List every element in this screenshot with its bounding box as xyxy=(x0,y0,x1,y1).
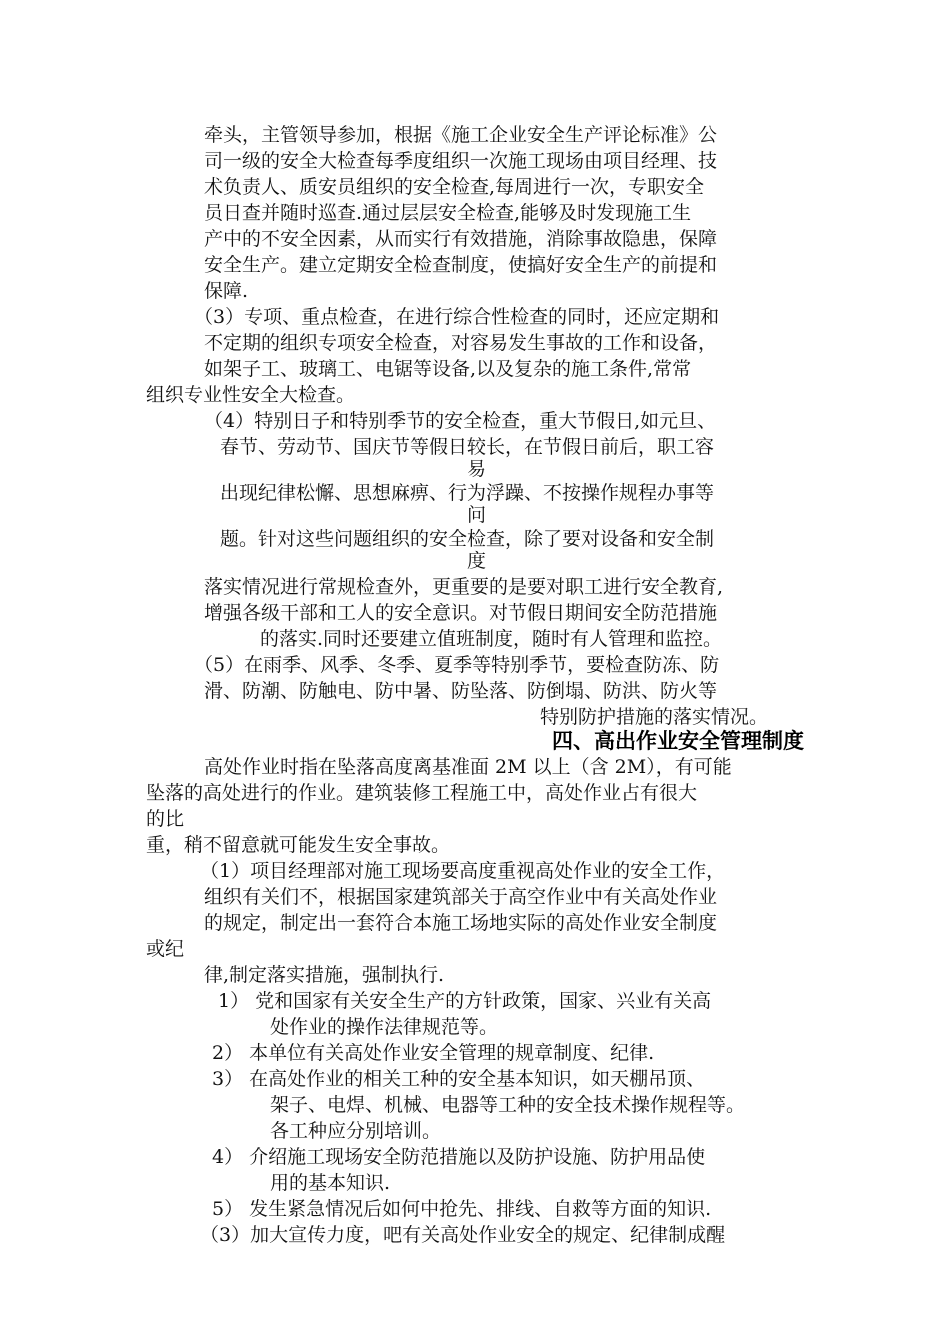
paragraph-line: 不定期的组织专项安全检查，对容易发生事故的工作和设备， xyxy=(204,332,718,354)
paragraph-line: 问 xyxy=(467,504,487,526)
paragraph-line: 的规定，制定出一套符合本施工场地实际的高处作业安全制度 xyxy=(204,912,718,934)
paragraph-line: 司一级的安全大检查每季度组织一次施工现场由项目经理、技 xyxy=(204,150,718,172)
paragraph-line: （3）专项、重点检查，在进行综合性检查的同时，还应定期和 xyxy=(194,306,720,328)
paragraph-line: 如架子工、玻璃工、电锯等设备,以及复杂的施工条件,常常 xyxy=(204,358,692,380)
paragraph-line: 保障. xyxy=(204,280,249,302)
paragraph-line: 落实情况进行常规检查外，更重要的是要对职工进行安全教育, xyxy=(204,576,724,598)
paragraph-line: 术负责人、质安员组织的安全检查,每周进行一次，专职安全 xyxy=(204,176,705,198)
paragraph-line: （4）特别日子和特别季节的安全检查，重大节假日,如元旦、 xyxy=(204,410,717,432)
list-item: 5） 发生紧急情况后如何中抢先、排线、自救等方面的知识. xyxy=(212,1198,712,1220)
list-item: 1） 党和国家有关安全生产的方针政策，国家、兴业有关高 xyxy=(218,990,712,1012)
paragraph-line: 度 xyxy=(467,550,487,572)
paragraph-line: 题。针对这些问题组织的安全检查，除了要对设备和安全制 xyxy=(220,528,715,550)
paragraph-line: 易 xyxy=(467,458,487,480)
list-item: 各工种应分别培训。 xyxy=(270,1120,442,1142)
paragraph-line: （1）项目经理部对施工现场要高度重视高处作业的安全工作， xyxy=(200,860,726,882)
paragraph-line: 坠落的高处进行的作业。建筑装修工程施工中，高处作业占有很大 xyxy=(146,782,698,804)
paragraph-line: 员日查并随时巡查.通过层层安全检查,能够及时发现施工生 xyxy=(204,202,692,224)
paragraph-line: 产中的不安全因素，从而实行有效措施，消除事故隐患，保障 xyxy=(204,228,718,250)
list-item: 4） 介绍施工现场安全防范措施以及防护设施、防护用品使 xyxy=(212,1146,706,1168)
paragraph-line: 春节、劳动节、国庆节等假日较长，在节假日前后，职工容 xyxy=(220,436,715,458)
paragraph-line: 牵头，主管领导参加，根据《施工企业安全生产评论标准》公 xyxy=(204,124,718,146)
paragraph-line: 的落实.同时还要建立值班制度，随时有人管理和监控。 xyxy=(260,628,723,650)
paragraph-line: （5）在雨季、风季、冬季、夏季等特别季节，要检查防冻、防 xyxy=(194,654,720,676)
paragraph-line: 组织专业性安全大检查。 xyxy=(146,384,356,406)
paragraph-line: 重，稍不留意就可能发生安全事故。 xyxy=(146,834,451,856)
list-item: 2） 本单位有关高处作业安全管理的规章制度、纪律. xyxy=(212,1042,655,1064)
paragraph-line: 高处作业时指在坠落高度离基准面 2M 以上（含 2M），有可能 xyxy=(204,756,732,778)
list-item: 处作业的操作法律规范等。 xyxy=(270,1016,499,1038)
list-item: 架子、电焊、机械、电器等工种的安全技术操作规程等。 xyxy=(270,1094,746,1116)
paragraph-line: 滑、防潮、防触电、防中暑、防坠落、防倒塌、防洪、防火等 xyxy=(204,680,718,702)
paragraph-line: 组织有关们不，根据国家建筑部关于高空作业中有关高处作业 xyxy=(204,886,718,908)
paragraph-line: 特别防护措施的落实情况。 xyxy=(540,706,769,728)
paragraph-line: 的比 xyxy=(146,808,185,830)
paragraph-line: 增强各级干部和工人的安全意识。对节假日期间安全防范措施 xyxy=(204,602,718,624)
paragraph-line: 或纪 xyxy=(146,938,185,960)
list-item: 用的基本知识. xyxy=(270,1172,391,1194)
paragraph-line: 安全生产。建立定期安全检查制度，使搞好安全生产的前提和 xyxy=(204,254,718,276)
paragraph-line: （3）加大宣传力度，吧有关高处作业安全的规定、纪律制成醒 xyxy=(200,1224,726,1246)
list-item: 3） 在高处作业的相关工种的安全基本知识，如天棚吊顶、 xyxy=(212,1068,706,1090)
section-heading: 四、高出作业安全管理制度 xyxy=(552,729,804,753)
paragraph-line: 律,制定落实措施，强制执行. xyxy=(204,964,445,986)
paragraph-line: 出现纪律松懈、思想麻痹、行为浮躁、不按操作规程办事等 xyxy=(220,482,715,504)
